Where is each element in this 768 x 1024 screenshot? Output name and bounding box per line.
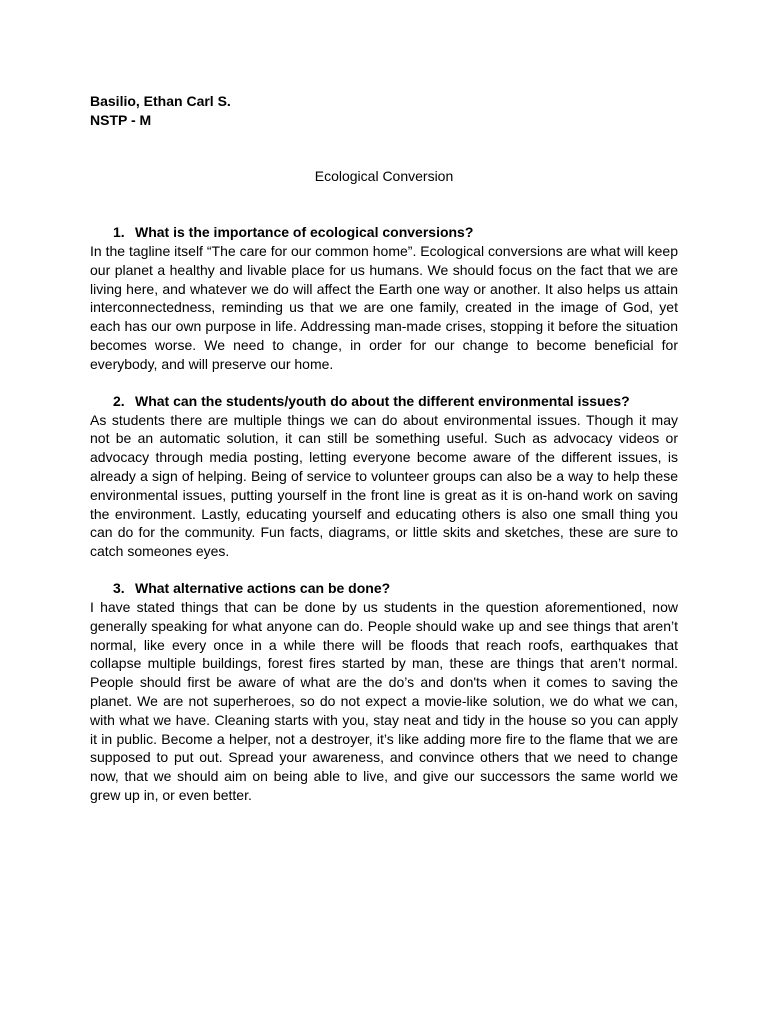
question-text: What is the importance of ecological conversions? <box>135 224 474 240</box>
question-list <box>90 223 678 805</box>
document-title: Ecological Conversion <box>314 168 454 184</box>
answer-paragraph: I have stated things that can be done by us students in the question aforementioned, now generally speaking for what anyone can do. People should wake up and see things that aren’t normal, like every once in a while there will be floods that reach roofs, earthquakes that collapse multiple buildings, forest fires started by man, these are things that aren’t normal. People should first be aware of what are the do’s and don'ts when it comes to saving the planet. We are not superheroes, so do not expect a movie-like solution, we do what we can, with what we have. Cleaning starts with you, stay neat and tidy in the house so you can apply it in public. Become a helper, not a destroyer, it’s like adding more fire to the flame that we are supposed to put out. Spread your awareness, and convince others that we need to change now, that we should aim on being able to live, and give our successors the same world we grew up in, or even better. <box>90 598 678 803</box>
course-label: NSTP - M <box>90 112 152 128</box>
answer-paragraph: In the tagline itself “The care for our common home”. Ecological conversions are what will keep our planet a healthy and livable place for us humans. We should focus on the fact that we are living here, and whatever we do will affect the Earth one way or another. It also helps us attain interconnectedness, reminding us that we are one family, created in the image of God, yet each has our own purpose in life. Addressing man-made crises, stopping it before the situation becomes worse. We need to change, in order for our change to become beneficial for everybody, and will preserve our home. <box>90 243 678 372</box>
question-item-2 <box>90 392 678 561</box>
question-number: 2. <box>113 392 125 409</box>
question-number: 3. <box>113 579 125 596</box>
question-text: What alternative actions can be done? <box>135 579 391 596</box>
author-name: Basilio, Ethan Carl S. <box>90 93 231 109</box>
question-number: 1. <box>113 224 125 240</box>
question-item-1 <box>90 223 678 374</box>
question-heading <box>90 223 678 242</box>
question-heading <box>90 392 678 411</box>
document-page <box>90 92 678 805</box>
question-text: What can the students/youth do about the different environmental issues? <box>135 392 630 409</box>
author-block <box>90 92 678 130</box>
answer-paragraph: As students there are multiple things we can do about environmental issues. Though it may not be an automatic solution, it can still be something useful. Such as advocacy videos or advocacy through media posting, letting everyone become aware of the different issues, is already a sign of helping. Being of service to volunteer groups can also be a way to help these environmental issues, putting yourself in the front line is great as it is on-hand work on saving the environment. Lastly, educating yourself and educating others is also one small thing you can do for the community. Fun facts, diagrams, or little skits and sketches, these are sure to catch someones eyes. <box>90 411 678 560</box>
question-item-3 <box>90 579 678 805</box>
question-heading <box>90 579 678 598</box>
